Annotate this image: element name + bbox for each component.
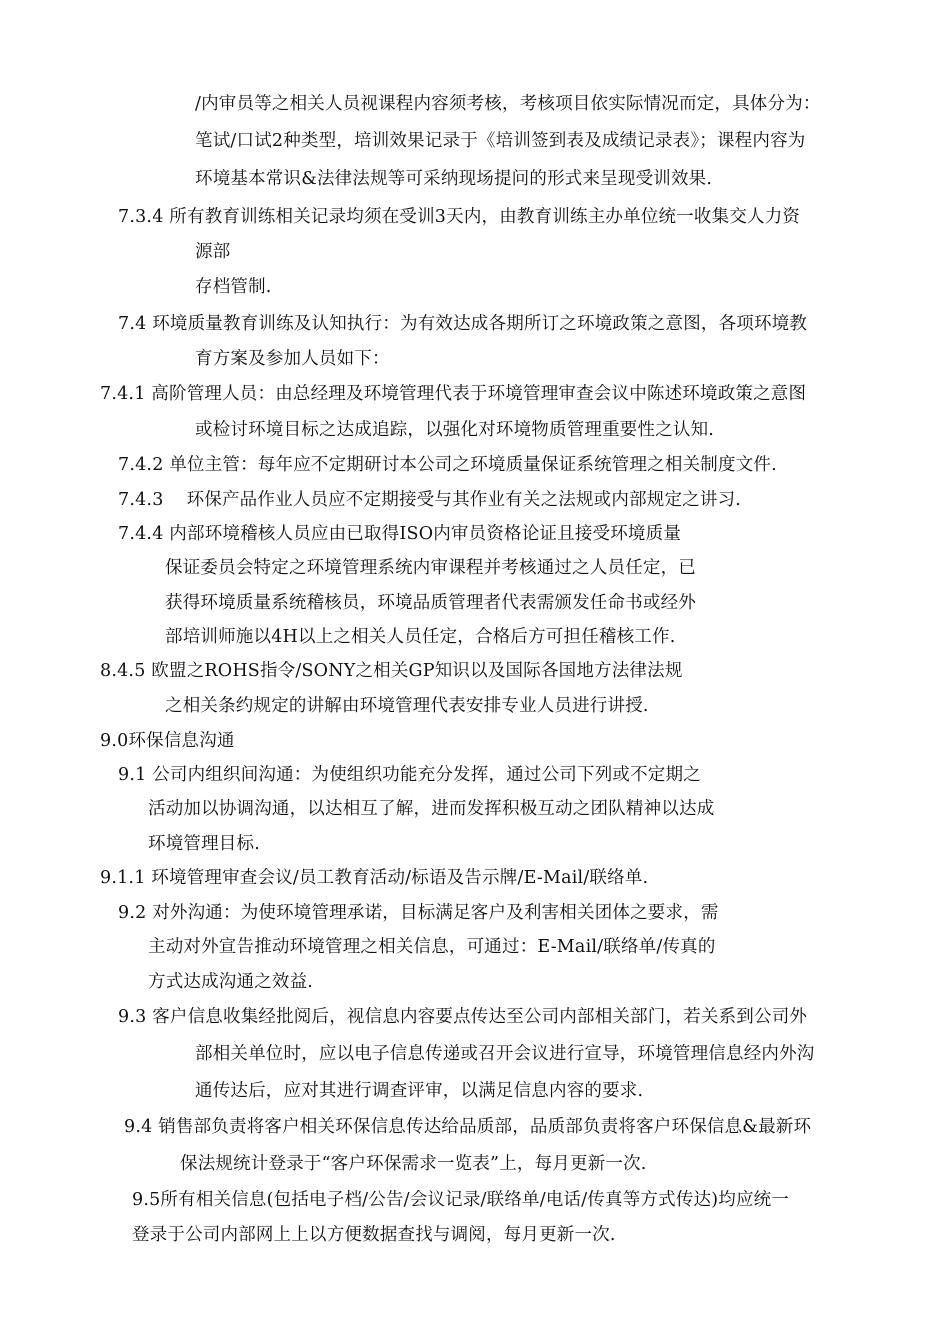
text-line: 方式达成沟通之效益. xyxy=(148,972,314,992)
text-line: 7.4.4 内部环境稽核人员应由已取得ISO内审员资格论证且接受环境质量 xyxy=(118,524,682,544)
text-line: 活动加以协调沟通，以达相互了解，进而发挥积极互动之团队精神以达成 xyxy=(148,799,715,819)
text-line: 9.1 公司内组织间沟通：为使组织功能充分发挥，通过公司下列或不定期之 xyxy=(118,765,701,785)
text-line: 9.3 客户信息收集经批阅后，视信息内容要点传达至公司内部相关部门，若关系到公司外 xyxy=(118,1007,808,1027)
text-line: 9.1.1 环境管理审查会议/员工教育活动/标语及告示牌/E-Mail/联络单. xyxy=(100,868,649,888)
text-line: 之相关条约规定的讲解由环境管理代表安排专业人员进行讲授. xyxy=(165,696,649,716)
text-line: 9.5所有相关信息(包括电子档/公告/会议记录/联络单/电话/传真等方式传达)均应统一 xyxy=(132,1190,790,1210)
text-line: 保法规统计登录于“客户环保需求一览表”上，每月更新一次. xyxy=(180,1154,647,1174)
text-line: 9.0环保信息沟通 xyxy=(100,731,235,751)
text-line: 8.4.5 欧盟之ROHS指令/SONY之相关GP知识以及国际各国地方法律法规 xyxy=(100,661,683,681)
text-line: 笔试/口试2种类型，培训效果记录于《培训签到表及成绩记录表》；课程内容为 xyxy=(195,131,806,151)
text-line: 9.2 对外沟通：为使环境管理承诺，目标满足客户及利害相关团体之要求，需 xyxy=(118,903,719,923)
text-line: 登录于公司内部网上上以方便数据查找与调阅，每月更新一次. xyxy=(132,1225,616,1245)
text-line: 7.4 环境质量教育训练及认知执行：为有效达成各期所订之环境政策之意图，各项环境教 xyxy=(118,314,808,334)
text-line: /内审员等之相关人员视课程内容须考核，考核项目依实际情况而定，具体分为： xyxy=(195,94,821,114)
text-line: 主动对外宣告推动环境管理之相关信息，可通过：E-Mail/联络单/传真的 xyxy=(148,937,716,957)
text-line: 部相关单位时，应以电子信息传递或召开会议进行宣导，环境管理信息经内外沟 xyxy=(195,1044,815,1064)
text-line: 部培训师施以4H以上之相关人员任定，合格后方可担任稽核工作. xyxy=(165,627,676,647)
text-line: 存档管制. xyxy=(195,277,272,297)
text-line: 源部 xyxy=(195,242,231,262)
text-line: 环境管理目标. xyxy=(148,834,260,854)
text-line: 9.4 销售部负责将客户相关环保信息传达给品质部，品质部负责将客户环保信息&最新环 xyxy=(124,1117,812,1137)
text-line: 保证委员会特定之环境管理系统内审课程并考核通过之人员任定，已 xyxy=(165,558,696,578)
text-line: 获得环境质量系统稽核员，环境品质管理者代表需颁发任命书或经外 xyxy=(165,593,696,613)
text-line: 环境基本常识&法律法规等可采纳现场提问的形式来呈现受训效果. xyxy=(195,169,713,189)
text-line: 7.4.1 高阶管理人员：由总经理及环境管理代表于环境管理审查会议中陈述环境政策之意图 xyxy=(100,384,807,404)
text-line: 育方案及参加人员如下： xyxy=(195,349,390,369)
text-line: 7.3.4 所有教育训练相关记录均须在受训3天内，由教育训练主办单位统一收集交人力资 xyxy=(118,207,801,227)
text-line: 或检讨环境目标之达成追踪，以强化对环境物质管理重要性之认知. xyxy=(195,420,715,440)
text-line: 通传达后，应对其进行调查评审，以满足信息内容的要求. xyxy=(195,1081,644,1101)
text-line: 7.4.2 单位主管：每年应不定期研讨本公司之环境质量保证系统管理之相关制度文件. xyxy=(118,455,777,475)
text-line: 7.4.3 环保产品作业人员应不定期接受与其作业有关之法规或内部规定之讲习. xyxy=(118,490,742,510)
